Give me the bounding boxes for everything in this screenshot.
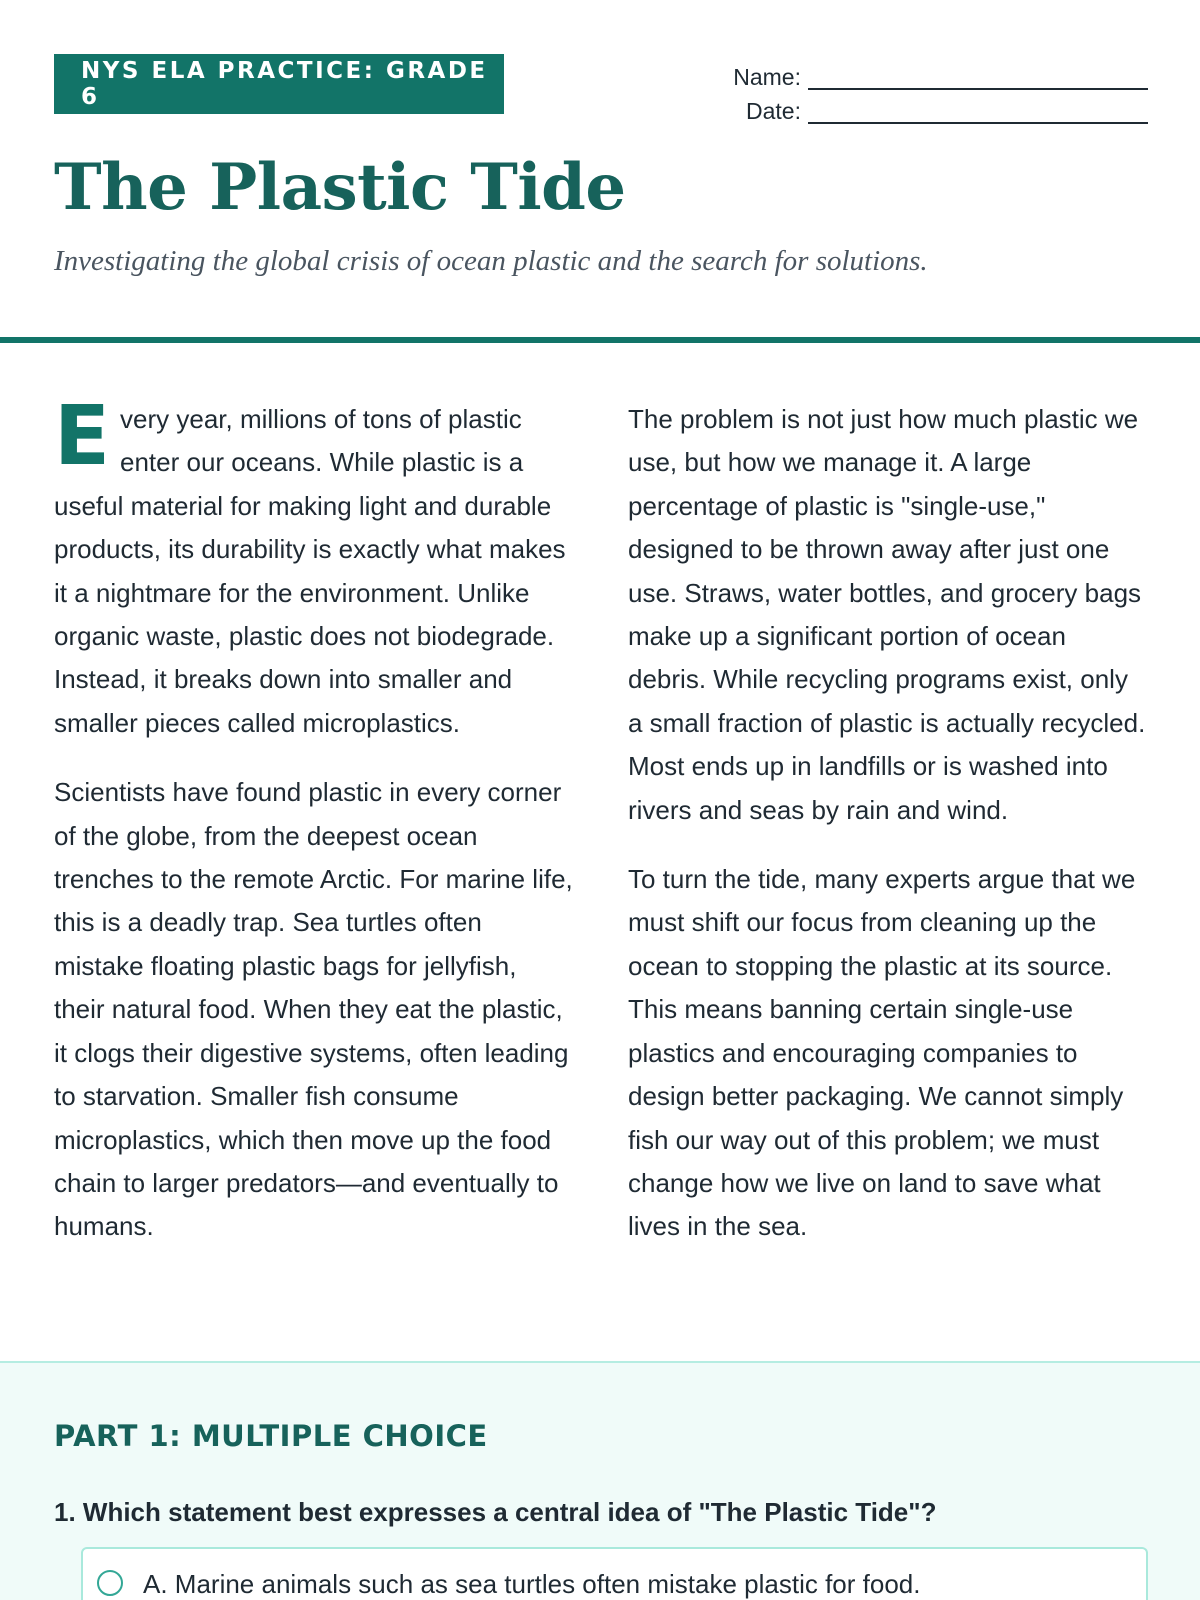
date-row (700, 90, 1148, 124)
article-paragraph-2: Scientists have found plastic in every corner of the globe, from the deepest ocean trenches to the remote Arctic. For marine life, this is a deadly trap. Sea turtles often mistake floating plastic bags for jellyfish, their natural food. When they eat the plastic, it clogs their digestive systems, often leading to starvation. Smaller fish consume microplastics, which then move up the food chain to larger predators—and eventually to humans. (54, 777, 573, 1242)
page-subtitle: Investigating the global crisis of ocean plastic and the search for solutions. (54, 245, 928, 277)
question-1-text: 1. Which statement best expresses a central idea of "The Plastic Tide"? (54, 1497, 937, 1527)
header-divider (0, 337, 1200, 343)
name-date-block (700, 56, 1148, 124)
article-paragraph-3: The problem is not just how much plastic we use, but how we manage it. A large percentage of plastic is "single-use," designed to be thrown away after just one use. Straws, water bottles, and grocery bags make up a significant portion of ocean debris. While recycling programs exist, only a small fraction of plastic is actually recycled. Most ends up in landfills or is washed into rivers and seas by rain and wind. (628, 404, 1146, 825)
page-title: The Plastic Tide (54, 150, 626, 225)
paragraph-1-text: very year, millions of tons of plastic enter our oceans. While plastic is a useful material for making light and durable products, its durability is exactly what makes it a nightmare for the environment. Unlike organic waste, plastic does not biodegrade. Instead, it breaks down into smaller and smaller pieces called microplastics. (54, 404, 566, 738)
name-field[interactable] (808, 64, 1148, 90)
article-column-right (628, 398, 1148, 1275)
radio-button-icon[interactable] (97, 1570, 123, 1596)
article-paragraph-1 (54, 389, 574, 745)
article-paragraph-4: To turn the tide, many experts argue that we must shift our focus from cleaning up the ocean to stopping the plastic at its source. This means banning certain single-use plastics and encouraging companies to design better packaging. We cannot simply fish our way out of this problem; we must change how we live on land to save what lives in the sea. (628, 864, 1136, 1242)
grade-badge: NYS ELA PRACTICE: GRADE 6 (54, 54, 504, 114)
question-1-option-a[interactable] (81, 1547, 1148, 1600)
article-column-left (54, 389, 574, 1275)
drop-cap: E (54, 389, 111, 484)
option-a-label: A. Marine animals such as sea turtles often mistake plastic for food. (143, 1569, 921, 1599)
date-label: Date: (746, 98, 801, 124)
name-row (700, 56, 1148, 90)
name-label: Name: (733, 64, 801, 90)
part-title: PART 1: MULTIPLE CHOICE (54, 1419, 488, 1453)
date-field[interactable] (808, 98, 1148, 124)
questions-section (0, 1361, 1200, 1600)
